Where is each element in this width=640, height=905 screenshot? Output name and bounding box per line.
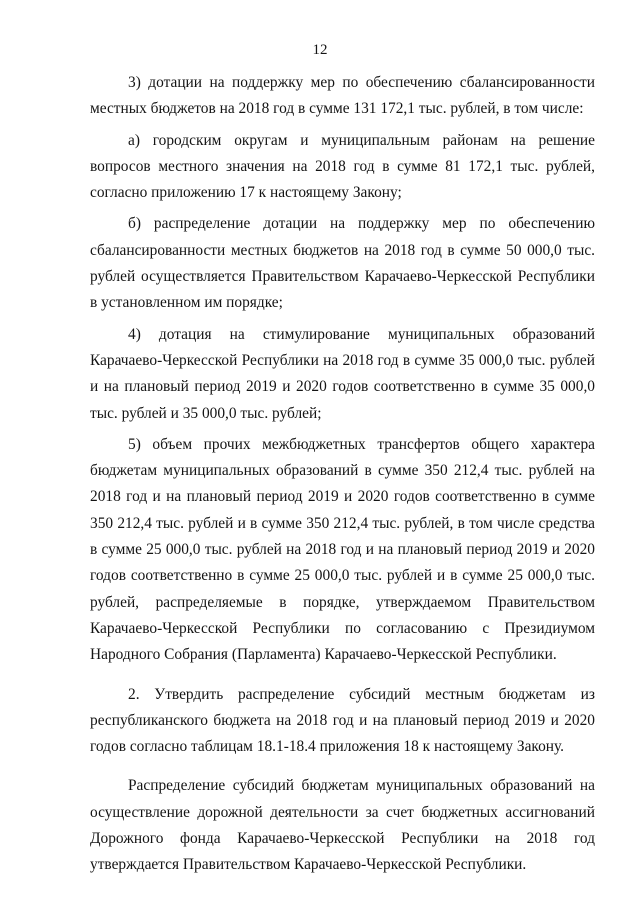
paragraph-subitem-a: а) городским округам и муниципальным районам на решение вопросов местного значения на 2018 год в сумме 81 172,1 тыс. рублей, согласно приложению 17 к настоящему Закону; <box>90 131 595 202</box>
document-body <box>90 70 595 884</box>
paragraph-item-4-incentive-grant: 4) дотация на стимулирование муниципальных образований Карачаево-Черкесской Республики на 2018 год в сумме 35 000,0 тыс. рублей и на плановый период 2019 и 2020 годов соответственно в сумме 35 000,0 тыс. рублей и 35 000,0 тыс. рублей; <box>90 325 595 422</box>
paragraph-item-5-other-transfers: 5) объем прочих межбюджетных трансфертов общего характера бюджетам муниципальных образований в сумме 350 212,4 тыс. рублей на 2018 год и на плановый период 2019 и 2020 годов соответственно в сумме 350 212,4 тыс. рублей и в сумме 350 212,4 тыс. рублей, в том числе средства в сумме 25 000,0 тыс. рублей на 2018 год и на плановый период 2019 и 2020 годов соответственно в сумме 25 000,0 тыс. рублей и в сумме 25 000,0 тыс. рублей, распределяемые в порядке, утверждаемом Правительством Карачаево-Черкесской Республики по согласованию с Президиумом Народного Собрания (Парламента) Карачаево-Черкесской Республики. <box>90 435 595 664</box>
paragraph-item-3-subsidies-balance: 3) дотации на поддержку мер по обеспечению сбалансированности местных бюджетов на 2018 год в сумме 131 172,1 тыс. рублей, в том числе: <box>90 74 595 118</box>
page-number: 12 <box>312 42 328 58</box>
paragraph-road-fund-subsidies: Распределение субсидий бюджетам муниципальных образований на осуществление дорожной деятельности за счет бюджетных ассигнований Дорожного фонда Карачаево-Черкесской Республики на 2018 год утверждается Правительством Карачаево-Черкесской Республики. <box>90 777 595 874</box>
paragraph-subitem-b: б) распределение дотации на поддержку мер по обеспечению сбалансированности местных бюджетов на 2018 год в сумме 50 000,0 тыс. рублей осуществляется Правительством Карачаево-Черкесской Республики в установленном им порядке; <box>90 215 595 312</box>
paragraph-section-2-subsidies: 2. Утвердить распределение субсидий местным бюджетам из республиканского бюджета на 2018 год и на плановый период 2019 и 2020 годов согласно таблицам 18.1-18.4 приложения 18 к настоящему Закону. <box>90 685 595 756</box>
